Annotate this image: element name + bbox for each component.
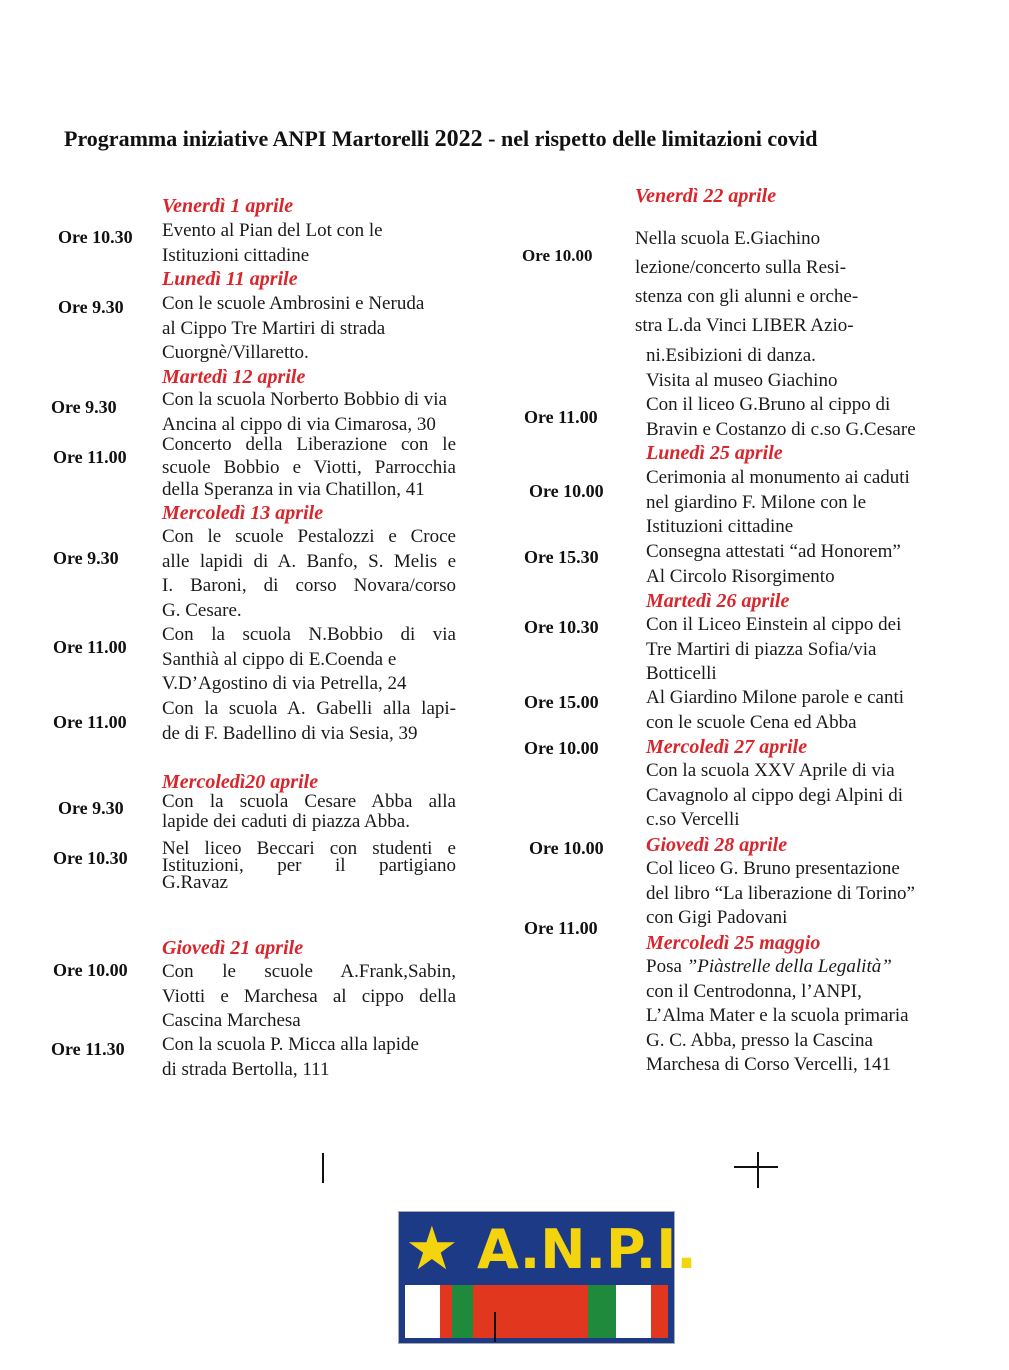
event-time: Ore 10.00 bbox=[529, 481, 604, 501]
event-description: Con il Liceo Einstein al cippo dei Tre Martiri di piazza Sofia/via Botticelli bbox=[646, 614, 902, 684]
event-time: Ore 10.30 bbox=[58, 227, 133, 247]
event-description: Al Giardino Milone parole e canti con le scuole Cena ed Abba bbox=[646, 687, 905, 733]
event-description: ni.Esibizioni di danza. Visita al museo Giachino bbox=[646, 345, 838, 391]
cross-mark bbox=[757, 1152, 759, 1188]
logo-flag-stripes bbox=[405, 1285, 668, 1338]
event-description: Con le scuole A.Frank,Sabin, Viotti e Marchesa al cippo della Cascina Marchesa bbox=[162, 961, 456, 1031]
event-description: Posa ”Piàstrelle della Legalità” con il Centrodonna, l’ANPI, L’Alma Mater e la scuola primaria G. C. Abba, presso la Cascina Marchesa di Corso Vercelli, 141 bbox=[646, 956, 909, 1075]
event-time: Ore 11.30 bbox=[51, 1039, 125, 1059]
event-description: Con la scuola A. Gabelli alla lapi- de di F. Badellino di via Sesia, 39 bbox=[162, 698, 456, 744]
event-time: Ore 9.30 bbox=[53, 548, 119, 568]
event-description: Consegna attestati “ad Honorem” Al Circolo Risorgimento bbox=[646, 541, 901, 587]
event-description: Con le scuole Pestalozzi e Croce alle lapidi di A. Banfo, S. Melis e I. Baroni, di corso Novara/corso G. Cesare. bbox=[162, 526, 456, 621]
event-description: Nel liceo Beccari con studenti e Istituzioni, per il partigiano G.Ravaz bbox=[162, 838, 456, 893]
event-description: Con la scuola N.Bobbio di via Santhià al cippo di E.Coenda e V.D’Agostino di via Petrella, 24 bbox=[162, 624, 456, 694]
day-heading: Martedì 26 aprile bbox=[646, 590, 790, 612]
event-time: Ore 10.30 bbox=[524, 617, 599, 637]
star-icon: ★ bbox=[405, 1214, 459, 1284]
day-heading: Giovedì 21 aprile bbox=[162, 937, 304, 959]
event-time: Ore 10.30 bbox=[53, 848, 128, 868]
day-heading: Lunedì 25 aprile bbox=[646, 442, 783, 464]
event-time: Ore 10.00 bbox=[524, 738, 599, 758]
event-description: Col liceo G. Bruno presentazione del libro “La liberazione di Torino” con Gigi Padovani bbox=[646, 858, 915, 928]
day-heading: Giovedì 28 aprile bbox=[646, 834, 788, 856]
event-description: Con la scuola Norberto Bobbio di via Ancina al cippo di via Cimarosa, 30 bbox=[162, 389, 447, 435]
event-description: Nella scuola E.Giachino lezione/concerto sulla Resi- stenza con gli alunni e orche- stra L.da Vinci LIBER Azio- bbox=[635, 228, 859, 336]
vertical-mark bbox=[322, 1153, 324, 1183]
event-time: Ore 11.00 bbox=[53, 637, 127, 657]
event-time: Ore 11.00 bbox=[524, 918, 598, 938]
event-description: Con la scuola XXV Aprile di via Cavagnolo al cippo degi Alpini di c.so Vercelli bbox=[646, 760, 903, 830]
event-description: Con il liceo G.Bruno al cippo di Bravin e Costanzo di c.so G.Cesare bbox=[646, 394, 916, 440]
vertical-mark bbox=[494, 1312, 496, 1342]
cross-mark bbox=[734, 1166, 778, 1168]
day-heading: Mercoledì 27 aprile bbox=[646, 736, 808, 758]
event-time: Ore 15.30 bbox=[524, 547, 599, 567]
logo-text: A.N.P.I. bbox=[477, 1218, 697, 1281]
day-heading: Mercoledì 13 aprile bbox=[162, 502, 324, 524]
event-time: Ore 9.30 bbox=[58, 297, 124, 317]
event-time: Ore 15.00 bbox=[524, 692, 599, 712]
event-time: Ore 9.30 bbox=[51, 397, 117, 417]
event-time: Ore 11.00 bbox=[53, 447, 127, 467]
day-heading: Venerdì 1 aprile bbox=[162, 195, 294, 217]
event-description: Con le scuole Ambrosini e Neruda al Cippo Tre Martiri di strada Cuorgnè/Villaretto. bbox=[162, 293, 425, 363]
event-time: Ore 10.00 bbox=[529, 838, 604, 858]
event-description: Con la scuola P. Micca alla lapide di strada Bertolla, 111 bbox=[162, 1034, 419, 1080]
day-heading: Mercoledì 25 maggio bbox=[646, 932, 821, 954]
page-title: Programma iniziative ANPI Martorelli 2022 - nel rispetto delle limitazioni covid bbox=[64, 126, 818, 152]
event-description: Cerimonia al monumento ai caduti nel giardino F. Milone con le Istituzioni cittadine bbox=[646, 467, 910, 537]
event-time: Ore 9.30 bbox=[58, 798, 124, 818]
day-heading: Mercoledì20 aprile bbox=[162, 771, 319, 793]
event-time: Ore 10.00 bbox=[53, 960, 128, 980]
event-time: Ore 11.00 bbox=[524, 407, 598, 427]
anpi-logo bbox=[398, 1211, 697, 1344]
event-description: Evento al Pian del Lot con le Istituzioni cittadine bbox=[162, 220, 383, 266]
event-time: Ore 11.00 bbox=[53, 712, 127, 732]
day-heading: Venerdì 22 aprile bbox=[635, 185, 777, 207]
day-heading: Martedì 12 aprile bbox=[162, 366, 306, 388]
event-time: Ore 10.00 bbox=[522, 246, 593, 265]
event-description: Concerto della Liberazione con le scuole Bobbio e Viotti, Parrocchia della Speranza in via Chatillon, 41 bbox=[162, 434, 456, 500]
event-description: Con la scuola Cesare Abba alla lapide dei caduti di piazza Abba. bbox=[162, 791, 456, 832]
day-heading: Lunedì 11 aprile bbox=[162, 268, 298, 290]
